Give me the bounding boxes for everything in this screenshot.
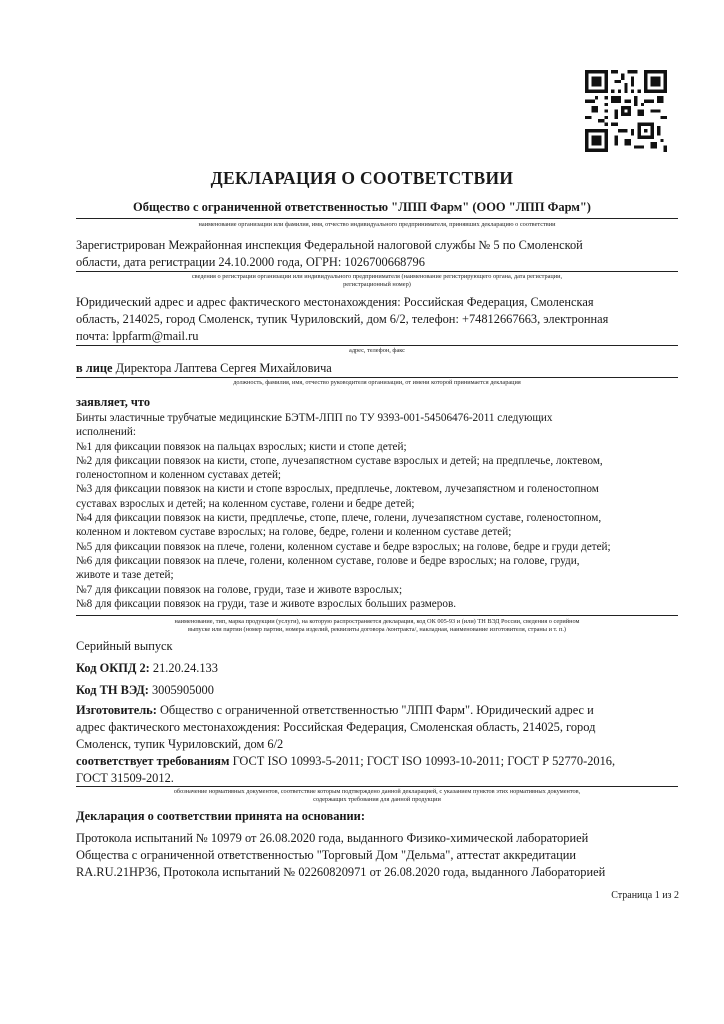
caption-compliance: обозначение нормативных документов, соответствие которым подтверждено данной декларацией, с указанием пунктов этих нормативных документов, содержащих требования для данной продукции	[173, 788, 581, 803]
list-item: №6 для фиксации повязок на плече, голени, коленном суставе, голове и бедре взрослых; на голове, груди,	[76, 554, 580, 567]
list-item: суставах взрослых и детей; на коленном суставе, голени и бедре детей;	[76, 497, 415, 510]
list-item: №1 для фиксации повязок на пальцах взрослых; кисти и стопе детей;	[76, 440, 407, 453]
caption-product: наименование, тип, марка продукции (услуги), на которую распространяется декларация, код ОК 005-93 и (или) ТН ВЭД России, сведения о серийном выпуске или партии (номер партии, номера изделий, реквизиты договора /контракта/, накладная, наименование изготовителя, страны и т. п.)	[174, 618, 580, 633]
list-item: Бинты эластичные трубчатые медицинские БЭТМ-ЛПП по ТУ 9393-001-54506476-2011 следующих	[76, 412, 553, 424]
caption-address: адрес, телефон, факс	[349, 347, 405, 354]
person-line: в лице Директора Лаптева Сергея Михайловича	[76, 361, 332, 375]
list-item: №5 для фиксации повязок на плече, голени, коленном суставе и бедре взрослых; на голове, бедре и груди детей;	[76, 540, 611, 553]
divider	[76, 377, 678, 378]
basis-heading: Декларация о соответствии принята на основании:	[76, 809, 365, 823]
basis-text: Протокола испытаний № 10979 от 26.08.2020 года, выданного Физико-химической лабораторией Общества с ограниченной ответственностью "Торговый Дом "Дельма", аттестат аккредитации RA.RU.21НР36, Протокола испытаний № 02260820971 от 26.08.2020 года, выданного Лабораторией	[76, 831, 606, 879]
document-title: ДЕКЛАРАЦИЯ О СООТВЕТСТВИИ	[210, 168, 514, 188]
address-text: Юридический адрес и адрес фактического местонахождения: Российская Федерация, Смоленская область, 214025, город Смоленск, тупик Чуриловский, дом 6/2, телефон: +74812667663, электронная почта: lppfarm@mail.ru	[76, 295, 609, 343]
manufacturer-text: Изготовитель: Общество с ограниченной ответственностью "ЛПП Фарм". Юридический адрес и адрес фактического местонахождения: Российская Федерация, Смоленская область, 214025, город Смоленск, тупик Чуриловский, дом 6/2	[76, 703, 596, 751]
declares-label: заявляет, что	[76, 395, 151, 409]
product-description	[76, 411, 686, 611]
list-item: исполнений:	[76, 426, 136, 439]
divider	[76, 615, 678, 616]
okpd-code: Код ОКПД 2: 21.20.24.133	[76, 661, 218, 675]
registration-text: Зарегистрирован Межрайонная инспекция Федеральной налоговой службы № 5 по Смоленской области, дата регистрации 24.10.2000 года, ОГРН: 1026700668796	[76, 238, 583, 269]
divider	[76, 786, 678, 787]
list-item: животе и тазе детей;	[76, 569, 174, 582]
list-item: №4 для фиксации повязок на кисти, предплечье, стопе, плече, голени, лучезапястном суставе, голеностопном,	[76, 512, 602, 525]
organization-name: Общество с ограниченной ответственностью "ЛПП Фарм" (ООО "ЛПП Фарм")	[133, 200, 591, 214]
serial-release: Серийный выпуск	[76, 639, 173, 653]
caption-registration: сведения о регистрации организации или индивидуального предпринимателя (наименование регистрирующего органа, дата регистрации, регистрационный номер)	[191, 273, 563, 288]
caption-organization: наименование организации или фамилия, имя, отчество индивидуального предпринимателя, принявших декларацию о соответствии	[198, 221, 556, 228]
tnved-code: Код ТН ВЭД: 3005905000	[76, 683, 214, 697]
list-item: №3 для фиксации повязок на кисти и стопе взрослых, предплечье, локтевом, лучезапястном и голеностопном	[76, 483, 599, 496]
divider	[76, 218, 678, 219]
caption-person: должность, фамилия, имя, отчество руководителя организации, от имени которой принимается декларация	[233, 379, 521, 386]
list-item: коленном и локтевом суставе взрослых; на голове, бедре, голени и коленном суставе детей;	[76, 526, 512, 539]
page-number: Страница 1 из 2	[611, 890, 679, 901]
list-item: №7 для фиксации повязок на голове, груди, тазе и животе взрослых;	[76, 583, 403, 596]
compliance-text: соответствует требованиям ГОСТ ISO 10993-5-2011; ГОСТ ISO 10993-10-2011; ГОСТ Р 52770-2016, ГОСТ 31509-2012.	[76, 754, 616, 785]
list-item: №2 для фиксации повязок на кисти, стопе, лучезапястном суставе взрослых и детей; на предплечье, локтевом,	[76, 454, 603, 467]
list-item: голеностопном и коленном суставах детей;	[76, 469, 282, 482]
divider	[76, 271, 678, 272]
qr-code-icon	[585, 70, 667, 152]
list-item: №8 для фиксации повязок на груди, тазе и животе взрослых больших размеров.	[76, 597, 457, 610]
divider	[76, 345, 678, 346]
